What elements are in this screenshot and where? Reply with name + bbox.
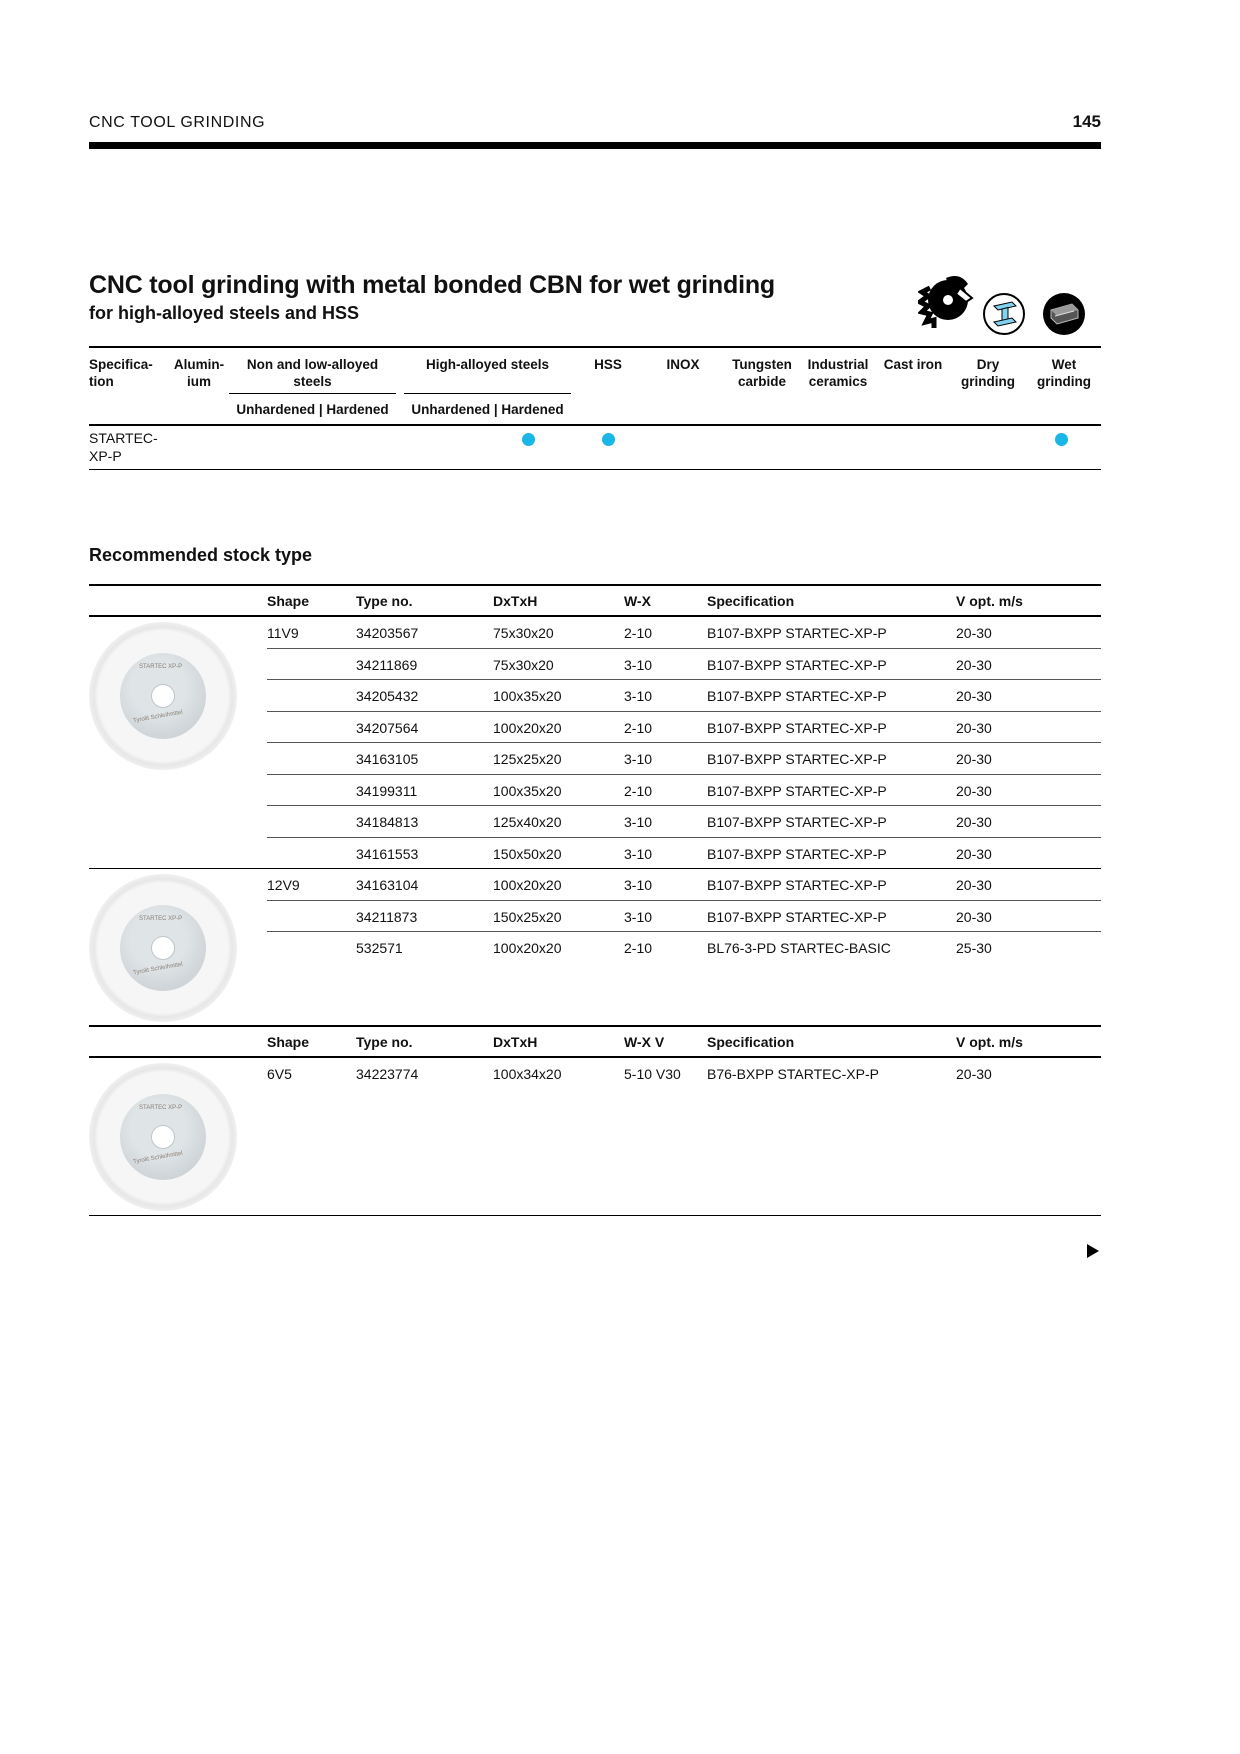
table2-header-specification: Specification (707, 1034, 795, 1050)
cell-v-opt: 20-30 (956, 656, 992, 673)
cell-dxtxh: 75x30x20 (493, 625, 554, 641)
matrix-header-rule (89, 424, 1101, 426)
cell-dxtxh: 125x25x20 (493, 751, 562, 767)
table2-bottom-rule (89, 1215, 1101, 1216)
table2-top-rule (89, 1025, 1101, 1027)
cell-wx: 3-10 (624, 877, 653, 893)
table1-header-rule (89, 615, 1101, 617)
cell-shape: 12V9 (267, 877, 300, 893)
table1-header-dxtxh: DxTxH (493, 593, 538, 609)
subheader-high-alloyed-hardness: Unhardened | Hardened (411, 402, 564, 417)
table2-header-wx-v: W-X V (624, 1034, 665, 1050)
page-title: CNC tool grinding with metal bonded CBN for wet grinding (89, 271, 775, 299)
suitability-dot-high-alloyed-hardened (522, 433, 535, 446)
table-row-divider (267, 711, 1101, 712)
table2-header-shape: Shape (267, 1034, 310, 1050)
tungsten-carbide-icon (1042, 292, 1086, 336)
cell-v-opt: 20-30 (956, 845, 992, 862)
header-hss: HSS (594, 357, 622, 372)
header-cast-iron: Cast iron (883, 357, 943, 372)
next-page-arrow-icon[interactable] (1087, 1244, 1099, 1258)
cell-type-no: 34184813 (356, 814, 419, 830)
table2-header-rule (89, 1056, 1101, 1058)
matrix-row-specification: STARTEC- XP-P (89, 430, 158, 464)
wheel-image-11v9: STARTEC XP-P Tyrolit Schleifmittel (89, 622, 237, 770)
cell-specification: B107-BXPP STARTEC-XP-P (707, 908, 887, 925)
cell-wx: 5-10 V30 (624, 1066, 681, 1082)
table1-header-v-opt: V opt. m/s (956, 593, 1023, 609)
cell-type-no: 34203567 (356, 625, 419, 641)
header-dry-grinding: Dry grinding (961, 357, 1015, 389)
cell-wx: 3-10 (624, 814, 653, 830)
cell-v-opt: 20-30 (956, 688, 992, 704)
cell-dxtxh: 100x35x20 (493, 782, 562, 799)
table-row-divider (267, 648, 1101, 649)
matrix-top-rule (89, 346, 1101, 348)
header-high-alloyed-steels: High-alloyed steels (425, 357, 550, 372)
cell-v-opt: 20-30 (956, 908, 992, 925)
cell-dxtxh: 125x40x20 (493, 814, 562, 830)
table1-header-specification: Specification (707, 593, 795, 609)
subheader-non-low-hardness: Unhardened | Hardened (236, 402, 389, 417)
cell-type-no: 34161553 (356, 845, 419, 862)
table1-header-shape: Shape (267, 593, 310, 609)
cell-wx: 3-10 (624, 845, 653, 862)
header-rule (89, 142, 1101, 149)
table-row-divider (267, 837, 1101, 838)
cell-v-opt: 20-30 (956, 719, 992, 736)
cell-dxtxh: 150x50x20 (493, 845, 562, 862)
header-wet-grinding: Wet grinding (1037, 357, 1091, 389)
suitability-dot-hss (602, 433, 615, 446)
cell-specification: B107-BXPP STARTEC-XP-P (707, 814, 887, 830)
cell-v-opt: 20-30 (956, 751, 992, 767)
cell-v-opt: 25-30 (956, 940, 992, 956)
cell-dxtxh: 150x25x20 (493, 908, 562, 925)
cell-shape: 6V5 (267, 1066, 292, 1082)
cell-type-no: 34211869 (356, 656, 418, 673)
table1-header-wx: W-X (624, 593, 651, 609)
table-row-divider (267, 742, 1101, 743)
suitability-dot-wet-grinding (1055, 433, 1068, 446)
table2-header-dxtxh: DxTxH (493, 1034, 538, 1050)
page-subtitle: for high-alloyed steels and HSS (89, 303, 360, 323)
cell-v-opt: 20-30 (956, 625, 992, 641)
cell-dxtxh: 100x20x20 (493, 719, 562, 736)
cell-type-no: 34199311 (356, 782, 418, 799)
cell-type-no: 34163105 (356, 751, 419, 767)
cell-specification: B107-BXPP STARTEC-XP-P (707, 751, 887, 767)
cell-type-no: 34207564 (356, 719, 419, 736)
cell-specification: BL76-3-PD STARTEC-BASIC (707, 940, 891, 956)
table1-top-rule (89, 584, 1101, 586)
header-aluminium: Alumin- ium (173, 357, 225, 389)
cell-wx: 2-10 (624, 719, 653, 736)
table-row-divider (267, 679, 1101, 680)
cell-specification: B107-BXPP STARTEC-XP-P (707, 625, 887, 641)
cell-v-opt: 20-30 (956, 782, 992, 799)
cell-type-no: 34211873 (356, 908, 418, 925)
cell-type-no: 34223774 (356, 1066, 419, 1082)
section-title: CNC TOOL GRINDING (89, 114, 266, 131)
table-row-divider (267, 900, 1101, 901)
table2-header-v-opt: V opt. m/s (956, 1034, 1023, 1050)
cell-wx: 2-10 (624, 625, 653, 641)
cell-v-opt: 20-30 (956, 1066, 992, 1082)
table-row-divider (267, 774, 1101, 775)
cell-type-no: 532571 (356, 940, 403, 956)
table-row-divider (267, 931, 1101, 932)
cell-wx: 3-10 (624, 656, 653, 673)
cell-dxtxh: 100x34x20 (493, 1066, 562, 1082)
header-non-low-alloyed-steels: Non and low-alloyed steels (246, 357, 379, 389)
table-row-divider (267, 805, 1101, 806)
cell-wx: 3-10 (624, 688, 653, 704)
cell-dxtxh: 100x20x20 (493, 940, 562, 956)
wheel-image-6v5: STARTEC XP-P Tyrolit Schleifmittel (89, 1063, 237, 1211)
high-alloyed-subheader-rule (404, 393, 571, 394)
cell-dxtxh: 100x20x20 (493, 877, 562, 893)
cell-specification: B107-BXPP STARTEC-XP-P (707, 845, 887, 862)
page-number: 145 (1072, 112, 1101, 131)
header-inox: INOX (666, 357, 700, 372)
cell-specification: B107-BXPP STARTEC-XP-P (707, 719, 887, 736)
table1-header-type-no: Type no. (356, 593, 413, 609)
matrix-bottom-rule (89, 469, 1101, 470)
table1-group-divider (89, 868, 1101, 869)
cell-shape: 11V9 (267, 625, 299, 641)
cell-wx: 2-10 (624, 782, 653, 799)
page-header (89, 112, 1101, 152)
cell-v-opt: 20-30 (956, 877, 992, 893)
header-industrial-ceramics: Industrial ceramics (807, 357, 869, 389)
cell-specification: B107-BXPP STARTEC-XP-P (707, 688, 887, 704)
cell-specification: B76-BXPP STARTEC-XP-P (707, 1066, 879, 1082)
non-low-subheader-rule (229, 393, 396, 394)
cell-wx: 3-10 (624, 908, 653, 925)
table2-header-type-no: Type no. (356, 1034, 413, 1050)
recommended-stock-title: Recommended stock type (89, 545, 313, 565)
cell-specification: B107-BXPP STARTEC-XP-P (707, 782, 887, 799)
cell-v-opt: 20-30 (956, 814, 992, 830)
cell-specification: B107-BXPP STARTEC-XP-P (707, 656, 887, 673)
header-tungsten-carbide: Tungsten carbide (732, 357, 792, 389)
cell-wx: 3-10 (624, 751, 653, 767)
cell-type-no: 34205432 (356, 688, 419, 704)
header-specification: Specifica- tion (89, 357, 153, 389)
cell-specification: B107-BXPP STARTEC-XP-P (707, 877, 887, 893)
cell-wx: 2-10 (624, 940, 653, 956)
application-icons (918, 268, 1101, 340)
saw-blade-icon (918, 268, 978, 336)
cell-dxtxh: 100x35x20 (493, 688, 562, 704)
steel-beam-icon (982, 292, 1026, 336)
cell-type-no: 34163104 (356, 877, 419, 893)
cell-dxtxh: 75x30x20 (493, 656, 554, 673)
wheel-image-12v9: STARTEC XP-P Tyrolit Schleifmittel (89, 874, 237, 1022)
